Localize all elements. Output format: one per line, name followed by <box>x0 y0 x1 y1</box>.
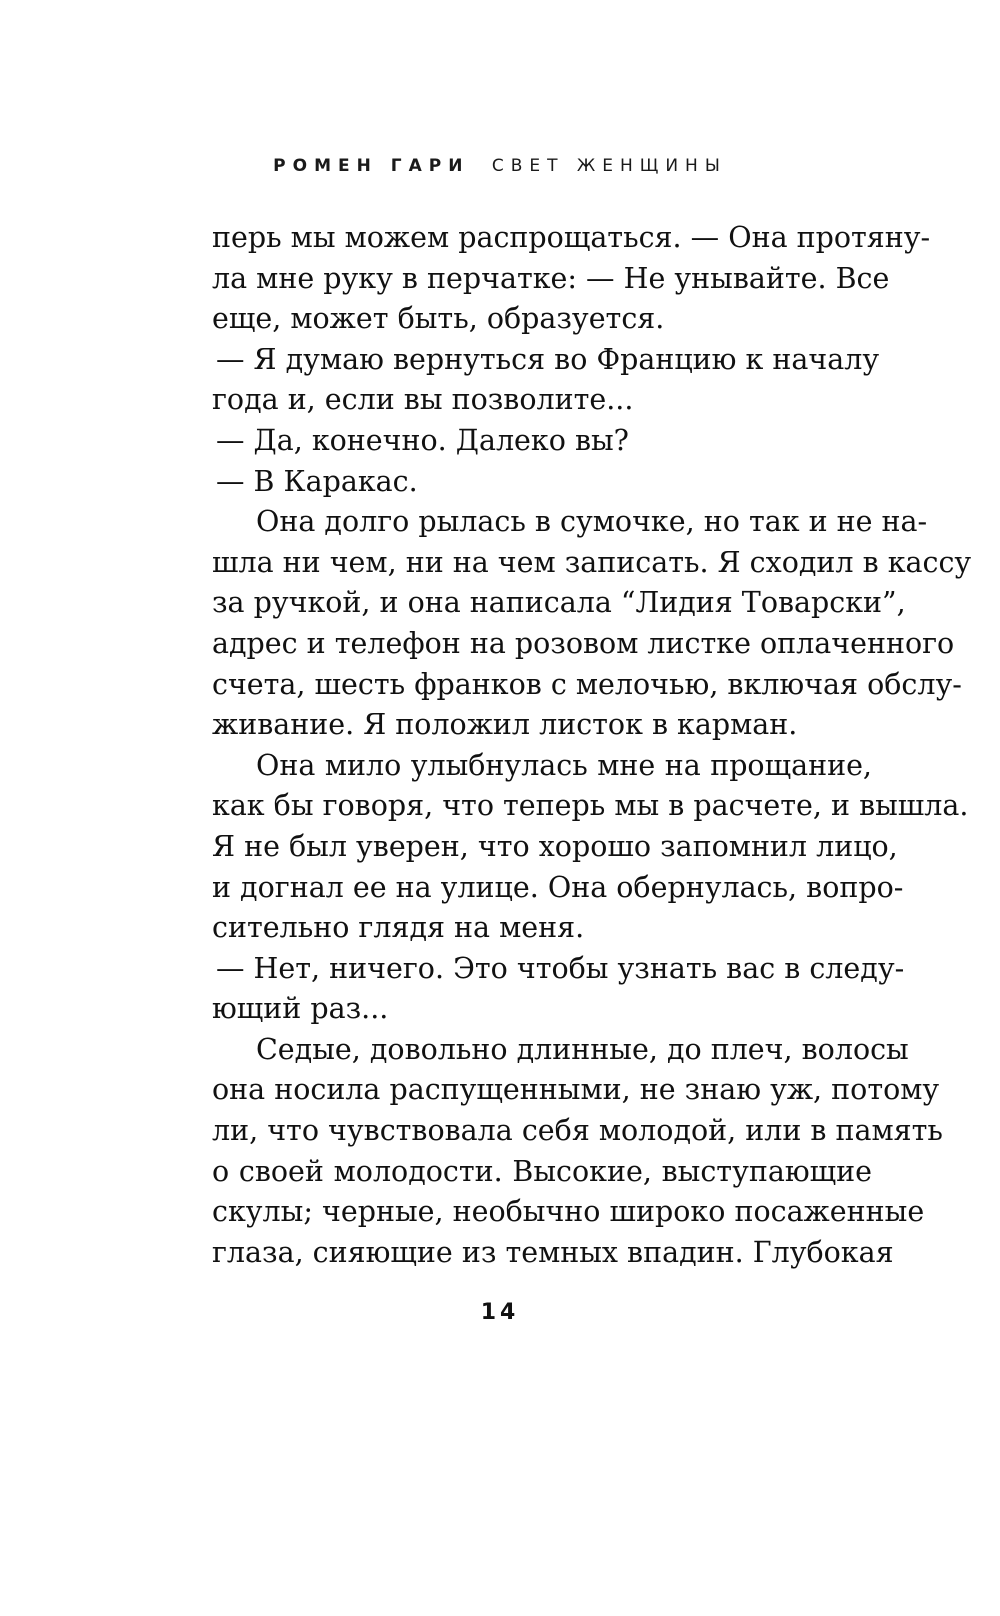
body-text <box>212 218 972 1273</box>
text-line: Она долго рылась в сумочке, но так и не на- <box>256 505 928 539</box>
text-line: Седые, довольно длинные, до плеч, волосы <box>256 1032 909 1066</box>
text-line: счета, шесть франков с мелочью, включая обслу- <box>212 667 962 701</box>
text-line: скулы; черные, необычно широко посаженные <box>212 1195 925 1229</box>
text-line: шла ни чем, ни на чем записать. Я сходил в кассу <box>212 545 972 579</box>
text-line: живание. Я положил листок в карман. <box>212 708 798 742</box>
text-line: — Нет, ничего. Это чтобы узнать вас в следу- <box>216 951 905 985</box>
text-line: — Да, конечно. Далеко вы? <box>216 423 629 457</box>
text-line: адрес и телефон на розовом листке оплаченного <box>212 626 955 660</box>
text-line: о своей молодости. Высокие, выступающие <box>212 1154 872 1188</box>
text-line: ла мне руку в перчатке: — Не унывайте. Все <box>212 261 890 295</box>
text-line: Она мило улыбнулась мне на прощание, <box>256 748 872 782</box>
text-line: — Я думаю вернуться во Францию к началу <box>216 342 880 376</box>
text-line: сительно глядя на меня. <box>212 911 585 945</box>
text-line: Я не был уверен, что хорошо запомнил лицо, <box>212 829 898 863</box>
text-line: ли, что чувствовала себя молодой, или в память <box>212 1114 943 1148</box>
text-line: — В Каракас. <box>216 464 418 498</box>
text-line: она носила распущенными, не знаю уж, потому <box>212 1073 940 1107</box>
text-line: и догнал ее на улице. Она обернулась, вопро- <box>212 870 904 904</box>
header-author: РОМЕН ГАРИ <box>273 156 470 176</box>
text-line: перь мы можем распрощаться. — Она протяну- <box>212 221 931 254</box>
text-line: года и, если вы позволите... <box>212 383 634 417</box>
page-number: 14 <box>480 1300 520 1325</box>
text-line: глаза, сияющие из темных впадин. Глубокая <box>212 1235 894 1269</box>
running-head <box>0 156 1000 176</box>
text-line: еще, может быть, образуется. <box>212 302 665 336</box>
text-line: ющий раз... <box>212 992 389 1026</box>
header-book-title: СВЕТ ЖЕНЩИНЫ <box>491 156 727 176</box>
text-line: за ручкой, и она написала “Лидия Товарски”, <box>212 586 906 620</box>
text-line: как бы говоря, что теперь мы в расчете, и вышла. <box>212 789 969 823</box>
